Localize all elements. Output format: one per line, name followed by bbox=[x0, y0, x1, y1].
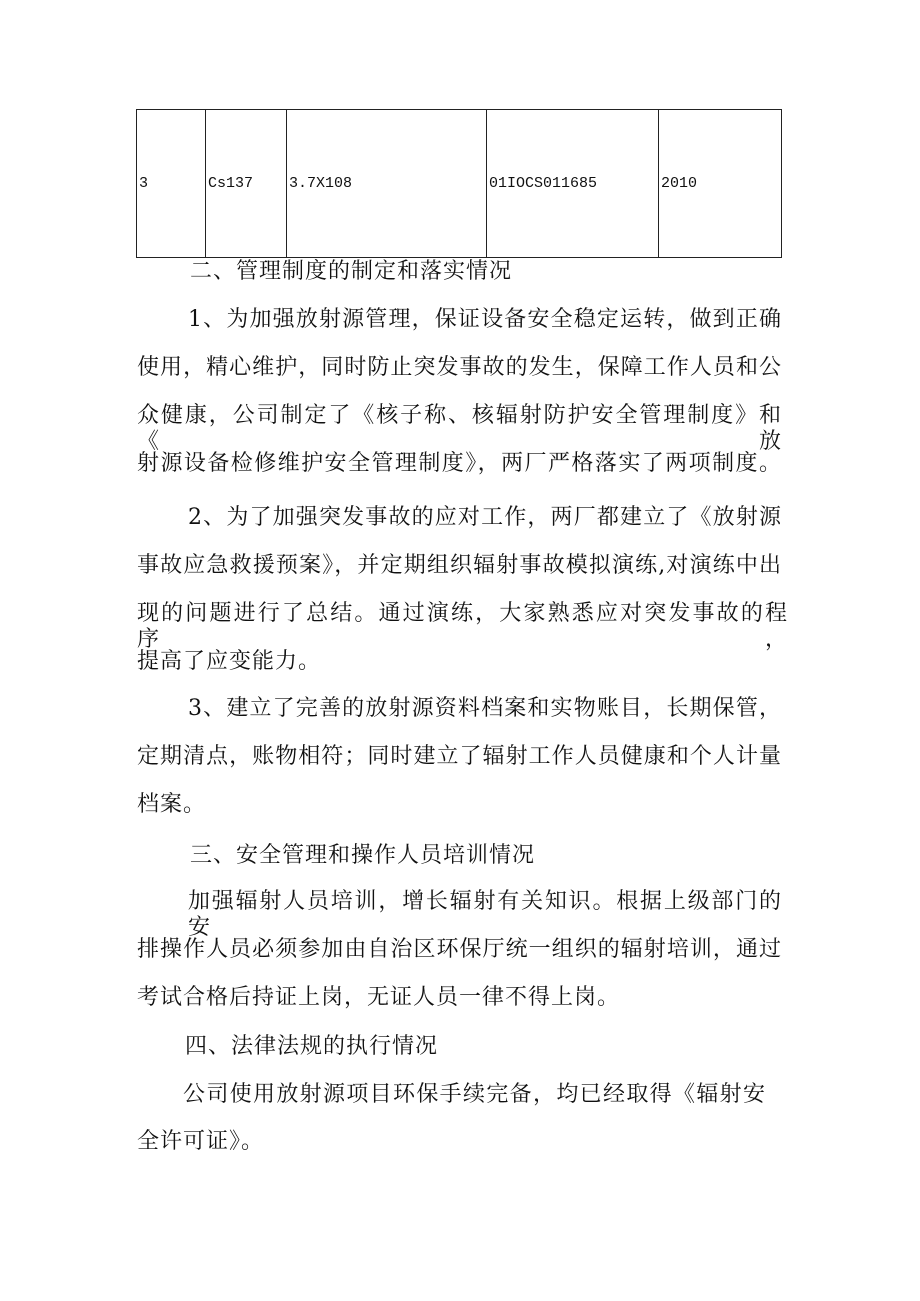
paragraph-line: 定期清点，账物相符；同时建立了辐射工作人员健康和个人计量 bbox=[137, 744, 782, 769]
section-heading-law: 四、法律法规的执行情况 bbox=[185, 1034, 439, 1059]
cell-number: 3 bbox=[137, 110, 206, 258]
paragraph-line: 排操作人员必须参加由自治区环保厅统一组织的辐射培训，通过 bbox=[137, 937, 782, 962]
paragraph-line: 公司使用放射源项目环保手续完备，均已经取得《辐射安 bbox=[183, 1082, 766, 1107]
cell-activity: 3.7X108 bbox=[287, 110, 487, 258]
paragraph-line: 射源设备检修维护安全管理制度》，两厂严格落实了两项制度。 bbox=[137, 451, 782, 476]
section-heading-management: 二、管理制度的制定和落实情况 bbox=[190, 259, 513, 284]
radiation-source-table bbox=[136, 109, 782, 258]
paragraph-line: 提高了应变能力。 bbox=[137, 649, 322, 674]
table-row bbox=[137, 110, 782, 258]
paragraph-line: 考试合格后持证上岗，无证人员一律不得上岗。 bbox=[137, 985, 621, 1010]
paragraph-line: 加强辐射人员培训，增长辐射有关知识。根据上级部门的安 bbox=[188, 889, 782, 940]
paragraph-line: 1、为加强放射源管理，保证设备安全稳定运转，做到正确 bbox=[188, 307, 782, 332]
paragraph-line: 档案。 bbox=[137, 792, 207, 817]
paragraph-line: 事故应急救援预案》，并定期组织辐射事故模拟演练,对演练中出 bbox=[137, 553, 782, 578]
paragraph-line: 现的问题进行了总结。通过演练，大家熟悉应对突发事故的程序， bbox=[137, 601, 788, 652]
paragraph-line: 2、为了加强突发事故的应对工作，两厂都建立了《放射源 bbox=[188, 505, 782, 530]
paragraph-line: 使用，精心维护，同时防止突发事故的发生，保障工作人员和公 bbox=[137, 355, 782, 380]
paragraph-line: 全许可证》。 bbox=[137, 1129, 265, 1154]
cell-source-code: 01IOCS011685 bbox=[487, 110, 659, 258]
cell-nuclide: Cs137 bbox=[206, 110, 287, 258]
paragraph-line: 3、建立了完善的放射源资料档案和实物账目，长期保管， bbox=[188, 696, 782, 721]
paragraph-line: 众健康，公司制定了《核子称、核辐射防护安全管理制度》和《放 bbox=[137, 403, 782, 454]
section-heading-training: 三、安全管理和操作人员培训情况 bbox=[190, 843, 536, 868]
cell-year: 2010 bbox=[659, 110, 782, 258]
